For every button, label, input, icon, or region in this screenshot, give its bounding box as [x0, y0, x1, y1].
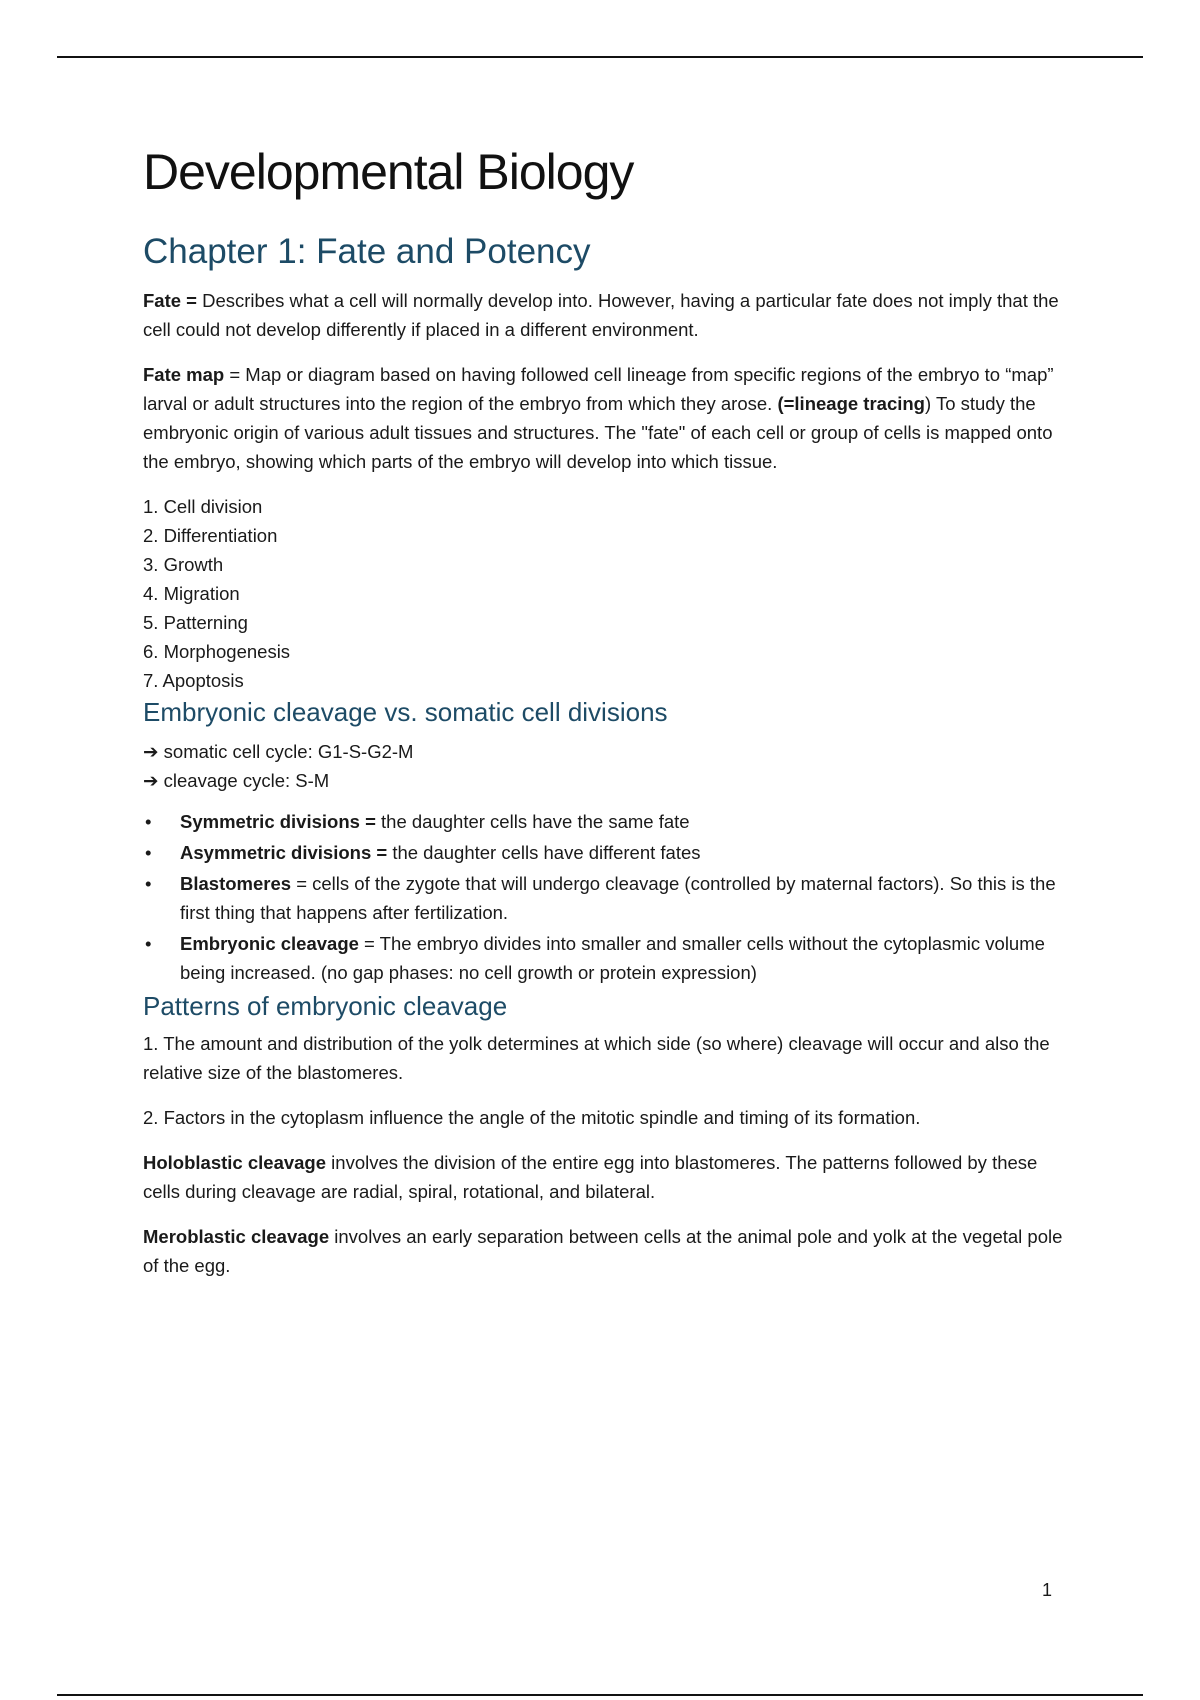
list-item: 3. Growth [143, 554, 224, 575]
fate-map-text: = Map or diagram based on having followed cell lineage from specific regions of the embryo to “map” larval or adult structures into the region of the embryo from which they arose. [143, 364, 1054, 414]
definition-bullets [143, 807, 1063, 987]
list-item [143, 929, 1063, 987]
bullet-text: the daughter cells have different fates [387, 842, 701, 863]
bullet-term: Blastomeres [180, 873, 292, 894]
list-item: 5. Patterning [143, 612, 248, 633]
bullet-icon: • [145, 873, 152, 894]
bullet-text: = cells of the zygote that will undergo cleavage (controlled by maternal factors). So this is the first thing that happens after fertilization. [180, 873, 1056, 923]
chapter-heading: Chapter 1: Fate and Potency [143, 232, 591, 271]
page-content [143, 142, 1063, 1280]
list-item [143, 737, 1063, 766]
bullet-term: Symmetric divisions = [180, 811, 376, 832]
arrow-icon: ➔ [143, 770, 159, 791]
process-list [143, 492, 1063, 695]
lineage-tracing-text: ) To study the embryonic origin of various adult tissues and structures. The "fate" of each cell or group of cells is mapped onto the embryo, showing which parts of the embryo will develop into which tissue. [143, 393, 1053, 472]
bullet-text: the daughter cells have the same fate [375, 811, 690, 832]
document-title: Developmental Biology [143, 144, 634, 200]
fate-map-definition [143, 360, 1063, 476]
list-item: 6. Morphogenesis [143, 641, 291, 662]
list-item [143, 869, 1063, 927]
pattern-point-2: 2. Factors in the cytoplasm influence the angle of the mitotic spindle and timing of its formation. [143, 1107, 921, 1128]
list-item [143, 807, 1063, 836]
holoblastic-text: involves the division of the entire egg into blastomeres. The patterns followed by these cells during cleavage are radial, spiral, rotational, and bilateral. [143, 1152, 1038, 1202]
lineage-tracing-term: (=lineage tracing [777, 393, 925, 414]
holoblastic-definition [143, 1148, 1063, 1206]
bullet-icon: • [145, 933, 152, 954]
cycle-text: somatic cell cycle: G1-S-G2-M [158, 741, 414, 762]
fate-definition [143, 286, 1063, 344]
list-item: 1. Cell division [143, 496, 263, 517]
fate-map-term: Fate map [143, 364, 225, 385]
bullet-term: Asymmetric divisions = [180, 842, 388, 863]
bullet-icon: • [145, 811, 152, 832]
bullet-term: Embryonic cleavage [180, 933, 359, 954]
bullet-text: = The embryo divides into smaller and smaller cells without the cytoplasmic volume being increased. (no gap phases: no cell growth or protein expression) [180, 933, 1045, 983]
bullet-icon: • [145, 842, 152, 863]
arrow-icon: ➔ [143, 741, 159, 762]
list-item: 7. Apoptosis [143, 670, 244, 691]
fate-term: Fate = [143, 290, 197, 311]
meroblastic-definition [143, 1222, 1063, 1280]
cell-cycle-list [143, 737, 1063, 795]
list-item [143, 766, 1063, 795]
list-item [143, 838, 1063, 867]
list-item: 2. Differentiation [143, 525, 278, 546]
section-heading-cleavage: Embryonic cleavage vs. somatic cell divisions [143, 697, 668, 727]
meroblastic-term: Meroblastic cleavage [143, 1226, 330, 1247]
list-item: 4. Migration [143, 583, 240, 604]
header-rule [57, 56, 1143, 58]
footer-rule [57, 1694, 1143, 1696]
page-number: 1 [1042, 1580, 1053, 1600]
cycle-text: cleavage cycle: S-M [158, 770, 330, 791]
pattern-point-1: 1. The amount and distribution of the yolk determines at which side (so where) cleavage will occur and also the relative size of the blastomeres. [143, 1033, 1050, 1083]
holoblastic-term: Holoblastic cleavage [143, 1152, 327, 1173]
fate-text: Describes what a cell will normally develop into. However, having a particular fate does not imply that the cell could not develop differently if placed in a different environment. [143, 290, 1059, 340]
section-heading-patterns: Patterns of embryonic cleavage [143, 991, 508, 1021]
meroblastic-text: involves an early separation between cells at the animal pole and yolk at the vegetal pole of the egg. [143, 1226, 1063, 1276]
